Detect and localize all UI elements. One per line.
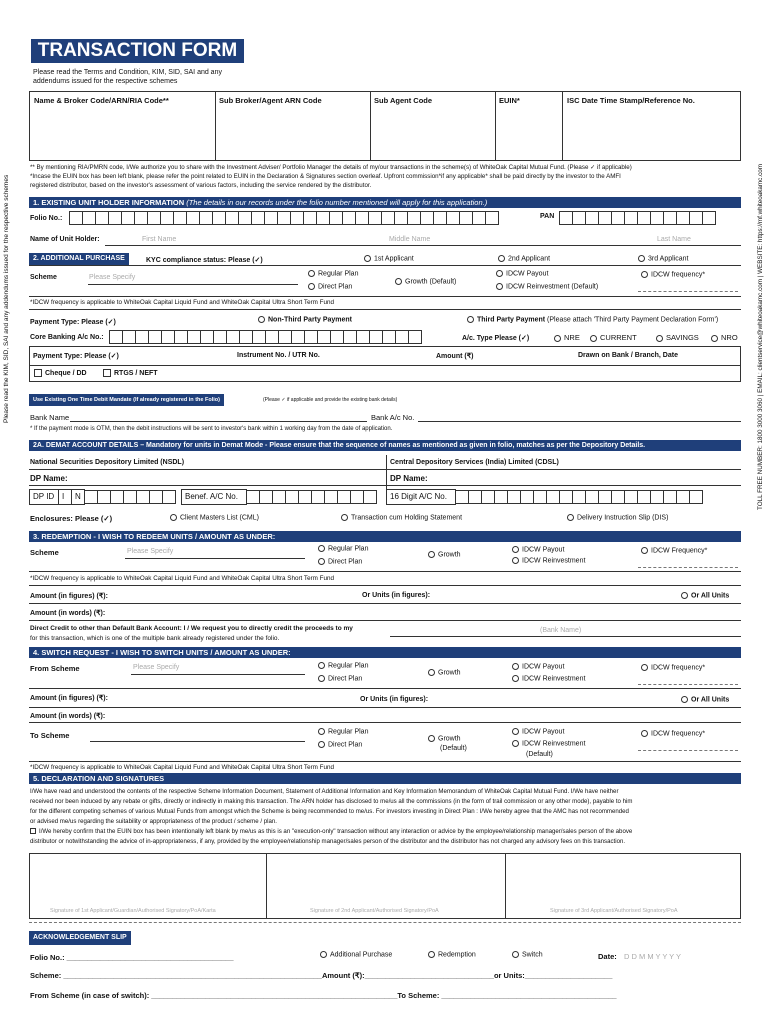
left-side-text: Please read the KIM, SID, SAI and any addendums issued for the respective schemes: [3, 174, 10, 423]
otm-footer: * If the payment mode is OTM, then the debit instructions will be sent to investor's bank within 1 working day from the date of application.: [30, 426, 393, 432]
divider: [29, 296, 741, 297]
dp-i-cell: I: [58, 489, 72, 505]
cheque-checkbox[interactable]: Cheque / DD: [34, 369, 87, 377]
divider: [29, 603, 741, 604]
broker-header-subagent: Sub Agent Code: [374, 96, 433, 105]
to-growth-default: (Default): [440, 745, 467, 752]
redeem-idcw-payout[interactable]: IDCW Payout: [512, 546, 564, 553]
signature-2[interactable]: Signature of 2nd Applicant/Authorised Signatory/PoA: [310, 908, 439, 914]
decl-p3: for the different competing schemes of various Mutual Funds from amongst which the Scheme is being recommended to me/us. For investors investing in Direct Plan : I/We hereby agree that the AMC has not recommended: [30, 808, 629, 815]
switch-idcw-reinv[interactable]: IDCW Reinvestment: [512, 675, 585, 682]
pan-label: PAN: [540, 213, 555, 220]
switch-direct[interactable]: Direct Plan: [318, 675, 362, 682]
ack-additional[interactable]: Additional Purchase: [320, 951, 392, 958]
switch-or-all[interactable]: Or All Units: [681, 696, 729, 703]
idcw-note: *IDCW frequency is applicable to WhiteOak Capital Liquid Fund and WhiteOak Capital Ultra Short Term Fund: [30, 299, 335, 306]
folio-boxes[interactable]: [70, 211, 499, 225]
decl-p6: distributor or notwithstanding the advice of in-appropriateness, if any, provided by the employee/relationship manager/sales person of the distributor and the distributor has not charged any advisory fees on this transaction.: [30, 838, 626, 845]
cdsl-label: Central Depository Services (India) Limited (CDSL): [390, 459, 559, 466]
dp-id-boxes[interactable]: [85, 490, 176, 504]
divider: [29, 309, 741, 310]
idcw-reinv-radio[interactable]: IDCW Reinvestment (Default): [496, 283, 598, 290]
scheme-label: Scheme: [30, 274, 57, 281]
signature-3[interactable]: Signature of 3rd Applicant/Authorised Signatory/PoA: [550, 908, 678, 914]
redeem-scheme-ph: Please Specify: [127, 548, 174, 555]
section5-heading: 5. DECLARATION AND SIGNATURES: [29, 773, 741, 784]
direct-plan-radio[interactable]: Direct Plan: [308, 283, 352, 290]
redeem-growth[interactable]: Growth: [428, 551, 461, 558]
divider: [29, 585, 741, 586]
ack-scheme-line: Scheme: ______________________________________________________________Amount (₹):_______________________________or Units:_____________________: [30, 971, 613, 980]
broker-header-arn: Name & Broker Code/ARN/RIA Code**: [34, 96, 169, 105]
switch-growth[interactable]: Growth: [428, 669, 461, 676]
section2a-heading: 2A. DEMAT ACCOUNT DETAILS – Mandatory for units in Demat Mode - Please ensure that the sequence of names as mentioned as given in folio, matches as per the Depository Details.: [29, 440, 741, 451]
core-banking-label: Core Banking A/c No.:: [30, 334, 104, 341]
applicant2[interactable]: 2nd Applicant: [498, 255, 550, 262]
idcw-freq-line: [638, 291, 738, 292]
third-party-radio[interactable]: Third Party Payment (Please attach 'Third Party Payment Declaration Form'): [467, 316, 718, 323]
switch-amt-words: Amount (in words) (₹):: [30, 713, 106, 720]
dp-name-nsdl: DP Name:: [30, 474, 68, 483]
dp-n-cell: N: [71, 489, 85, 505]
payment-type2-label: Payment Type: Please (✓): [33, 353, 119, 360]
ac-type-savings[interactable]: SAVINGS: [656, 333, 699, 342]
ack-switch[interactable]: Switch: [512, 951, 543, 958]
signature-1[interactable]: Signature of 1st Applicant/Guardian/Authorised Signatory/PoA/Karta: [50, 908, 216, 914]
direct-credit-1: Direct Credit to other than Default Bank Account: I / We request you to directly credit the proceeds to my: [30, 625, 353, 632]
section1-heading: 1. EXISTING UNIT HOLDER INFORMATION (The details in our records under the folio number mentioned will apply for this application.): [29, 197, 741, 208]
enc-dis[interactable]: Delivery Instruction Slip (DIS): [567, 514, 668, 521]
decl-p1: I/We have read and understood the contents of the respective Scheme Information Document, Statement of Additional Information and Key Information Memorandum of WhiteOak Capital Mutual Fund. I/We have neither: [30, 788, 619, 795]
drawn-header: Drawn on Bank / Branch, Date: [578, 352, 678, 359]
growth-default-radio[interactable]: Growth (Default): [395, 278, 456, 285]
ack-heading: ACKNOWLEDGEMENT SLIP: [29, 931, 131, 945]
rtgs-checkbox[interactable]: RTGS / NEFT: [103, 369, 158, 377]
to-growth[interactable]: Growth: [428, 735, 461, 742]
scheme-underline: [88, 284, 298, 285]
redeem-freq-line: [638, 567, 738, 568]
dp-id-cell: DP ID: [29, 489, 59, 505]
core-banking-boxes[interactable]: [110, 330, 422, 344]
benef-boxes[interactable]: [247, 490, 377, 504]
idcw-freq-radio[interactable]: IDCW frequency*: [641, 271, 705, 278]
instrument-header: Instrument No. / UTR No.: [237, 352, 320, 359]
to-idcw-reinv[interactable]: IDCW Reinvestment: [512, 740, 585, 747]
idcw-payout-radio[interactable]: IDCW Payout: [496, 270, 548, 277]
unit-holder-label: Name of Unit Holder:: [30, 236, 100, 243]
name-underline: [105, 245, 741, 246]
to-idcw-reinv-default: (Default): [526, 751, 553, 758]
ac-type-label: A/c. Type Please (✓): [462, 335, 530, 342]
to-regular[interactable]: Regular Plan: [318, 728, 368, 735]
redeem-amt-fig: Amount (in figures) (₹):: [30, 593, 108, 600]
to-freq-line: [638, 750, 738, 751]
to-idcw-freq[interactable]: IDCW frequency*: [641, 730, 705, 737]
intro-text: Please read the Terms and Condition, KIM, SID, SAI and any addendums issued for the respective schemes: [33, 69, 222, 85]
form-title: TRANSACTION FORM: [31, 39, 244, 63]
payment-type-label: Payment Type: Please (✓): [30, 319, 116, 326]
applicant3[interactable]: 3rd Applicant: [638, 255, 688, 262]
dp-name-cdsl: DP Name:: [390, 474, 428, 483]
from-scheme-label: From Scheme: [30, 664, 80, 673]
redeem-amt-words: Amount (in words) (₹):: [30, 610, 106, 617]
applicant1[interactable]: 1st Applicant: [364, 255, 414, 262]
ack-redemption[interactable]: Redemption: [428, 951, 476, 958]
divider: [29, 707, 741, 708]
disclaimer-line3: registered distributor, based on the investor's assessment of various factors, including the service rendered by the distributor.: [30, 182, 372, 189]
decl-p4: or advised me/us regarding the suitability or appropriateness of the product / scheme / plan.: [30, 818, 277, 825]
switch-idcw-payout[interactable]: IDCW Payout: [512, 663, 564, 670]
scheme-ph: Please Specify: [89, 274, 136, 281]
divider: [29, 620, 741, 621]
ac-type-nro[interactable]: NRO: [711, 333, 738, 342]
switch-idcw-freq[interactable]: IDCW frequency*: [641, 664, 705, 671]
section3-heading: 3. REDEMPTION - I WISH TO REDEEM UNITS / AMOUNT AS UNDER:: [29, 531, 741, 542]
to-scheme-line: [90, 741, 305, 742]
bank-name-ph: (Bank Name): [540, 627, 582, 634]
amount-header: Amount (₹): [436, 353, 474, 360]
bank-name-label: Bank Name: [30, 413, 70, 422]
regular-plan-radio[interactable]: Regular Plan: [308, 270, 358, 277]
broker-header-euin: EUIN*: [499, 96, 520, 105]
pan-boxes[interactable]: [560, 211, 716, 225]
divider: [29, 761, 741, 762]
ack-from-line: From Scheme (in case of switch): ___________________________________________________________To Scheme: __________________________________________: [30, 991, 617, 1000]
ac-type-current[interactable]: CURRENT: [590, 333, 637, 342]
nsdl-label: National Securities Depository Limited (NSDL): [30, 459, 185, 466]
cdsl-boxes[interactable]: [456, 490, 703, 504]
non-third-party-radio[interactable]: Non-Third Party Payment: [258, 316, 352, 323]
last-name-ph: Last Name: [657, 236, 691, 243]
switch-idcw-note: *IDCW frequency is applicable to WhiteOak Capital Liquid Fund and WhiteOak Capital Ultra Short Term Fund: [30, 764, 335, 771]
ac-type-nre[interactable]: NRE: [554, 333, 580, 342]
switch-regular[interactable]: Regular Plan: [318, 662, 368, 669]
otm-note: (Please ✓ if applicable and provide the existing bank details): [263, 397, 398, 403]
ack-date-ph[interactable]: D D M M Y Y Y Y: [624, 952, 681, 961]
divider: [29, 265, 741, 266]
folio-label: Folio No.:: [30, 215, 63, 222]
cdsl-16digit: 16 Digit A/C No.: [386, 489, 456, 505]
decl-p5[interactable]: I/We hereby confirm that the EUIN box has been intentionally left blank by me/us as this is an "execution-only" transaction without any interaction or advice by the employee/relationship manager/sales person of the above: [30, 828, 632, 835]
redeem-idcw-reinv[interactable]: IDCW Reinvestment: [512, 557, 585, 564]
direct-credit-2: for this transaction, which is one of the multiple bank already registered under the folio.: [30, 635, 280, 642]
signature-boxes: [29, 853, 741, 919]
payment-table: [29, 346, 741, 382]
disclaimer-line2: *Incase the EUIN box has been left blank, please refer the point related to EUIN in the Declaration & Signatures section overleaf. Upfront commission*if any applicable* shall be paid directly by the investor to the AMFI: [30, 173, 621, 180]
from-scheme-line: [131, 674, 305, 675]
divider: [29, 688, 741, 689]
redeem-or-all[interactable]: Or All Units: [681, 592, 729, 599]
divider: [29, 571, 741, 572]
to-scheme-label: To Scheme: [30, 731, 70, 740]
bank-ac-line: [418, 421, 741, 422]
redeem-scheme-label: Scheme: [30, 548, 59, 557]
bank-ac-label: Bank A/c No.: [371, 413, 415, 422]
redeem-direct[interactable]: Direct Plan: [318, 558, 362, 565]
switch-freq-line: [638, 684, 738, 685]
divider: [29, 722, 741, 723]
ack-folio: Folio No.: ________________________________________: [30, 953, 234, 962]
decl-p2: received nor been induced by any rebate or gifts, directly or indirectly in making this transaction. The ARN holder has disclosed to me/us all the commissions (in the form of trail commission or any other mode), payable to him: [30, 798, 633, 805]
redeem-or-units: Or Units (in figures):: [362, 592, 431, 599]
broker-table: [29, 91, 741, 161]
enc-cml[interactable]: Client Masters List (CML): [170, 514, 259, 521]
enc-holding[interactable]: Transaction cum Holding Statement: [341, 514, 462, 521]
from-scheme-ph: Please Specify: [133, 664, 180, 671]
disclaimer-line1: ** By mentioning RIA/PMRN code, I/We authorize you to share with the Investment Adviser/ Portfolio Manager the details of my/our transactions in the scheme(s) of WhiteOak Capital Mutual Fund. (Please ✓ if applicable): [30, 164, 632, 171]
broker-header-isc: ISC Date Time Stamp/Reference No.: [567, 96, 695, 105]
benef-label: Benef. A/C No.: [181, 489, 247, 505]
to-direct[interactable]: Direct Plan: [318, 741, 362, 748]
switch-amt-fig: Amount (in figures) (₹):: [30, 695, 108, 702]
bank-name-line: [390, 636, 741, 637]
kyc-label: KYC compliance status: Please (✓): [146, 257, 263, 264]
redeem-scheme-line: [125, 558, 305, 559]
redeem-idcw-freq[interactable]: IDCW Frequency*: [641, 547, 707, 554]
switch-or-units: Or Units (in figures):: [360, 696, 429, 703]
enclosures-label: Enclosures: Please (✓): [30, 514, 113, 523]
middle-name-ph: Middle Name: [389, 236, 431, 243]
section4-heading: 4. SWITCH REQUEST - I WISH TO SWITCH UNITS / AMOUNT AS UNDER:: [29, 647, 741, 658]
right-side-text: TOLL FREE NUMBER: 1800 3000 3060 | EMAIL: clientservice@whiteoakamc.com | WEBSITE: https://mf.whiteoakamc.com: [757, 164, 764, 510]
section2-heading: 2. ADDITIONAL PURCHASE: [29, 253, 129, 265]
redeem-regular[interactable]: Regular Plan: [318, 545, 368, 552]
broker-header-subbroker: Sub Broker/Agent ARN Code: [219, 96, 322, 105]
otm-chip[interactable]: Use Existing One Time Debit Mandate (If already registered in the Folio): [29, 394, 224, 406]
redeem-idcw-note: *IDCW frequency is applicable to WhiteOak Capital Liquid Fund and WhiteOak Capital Ultra Short Term Fund: [30, 575, 335, 582]
ack-date-label: Date:: [598, 952, 617, 961]
bank-name-line: [70, 421, 367, 422]
cut-line: [29, 922, 741, 923]
first-name-ph: First Name: [142, 236, 177, 243]
to-idcw-payout[interactable]: IDCW Payout: [512, 728, 564, 735]
